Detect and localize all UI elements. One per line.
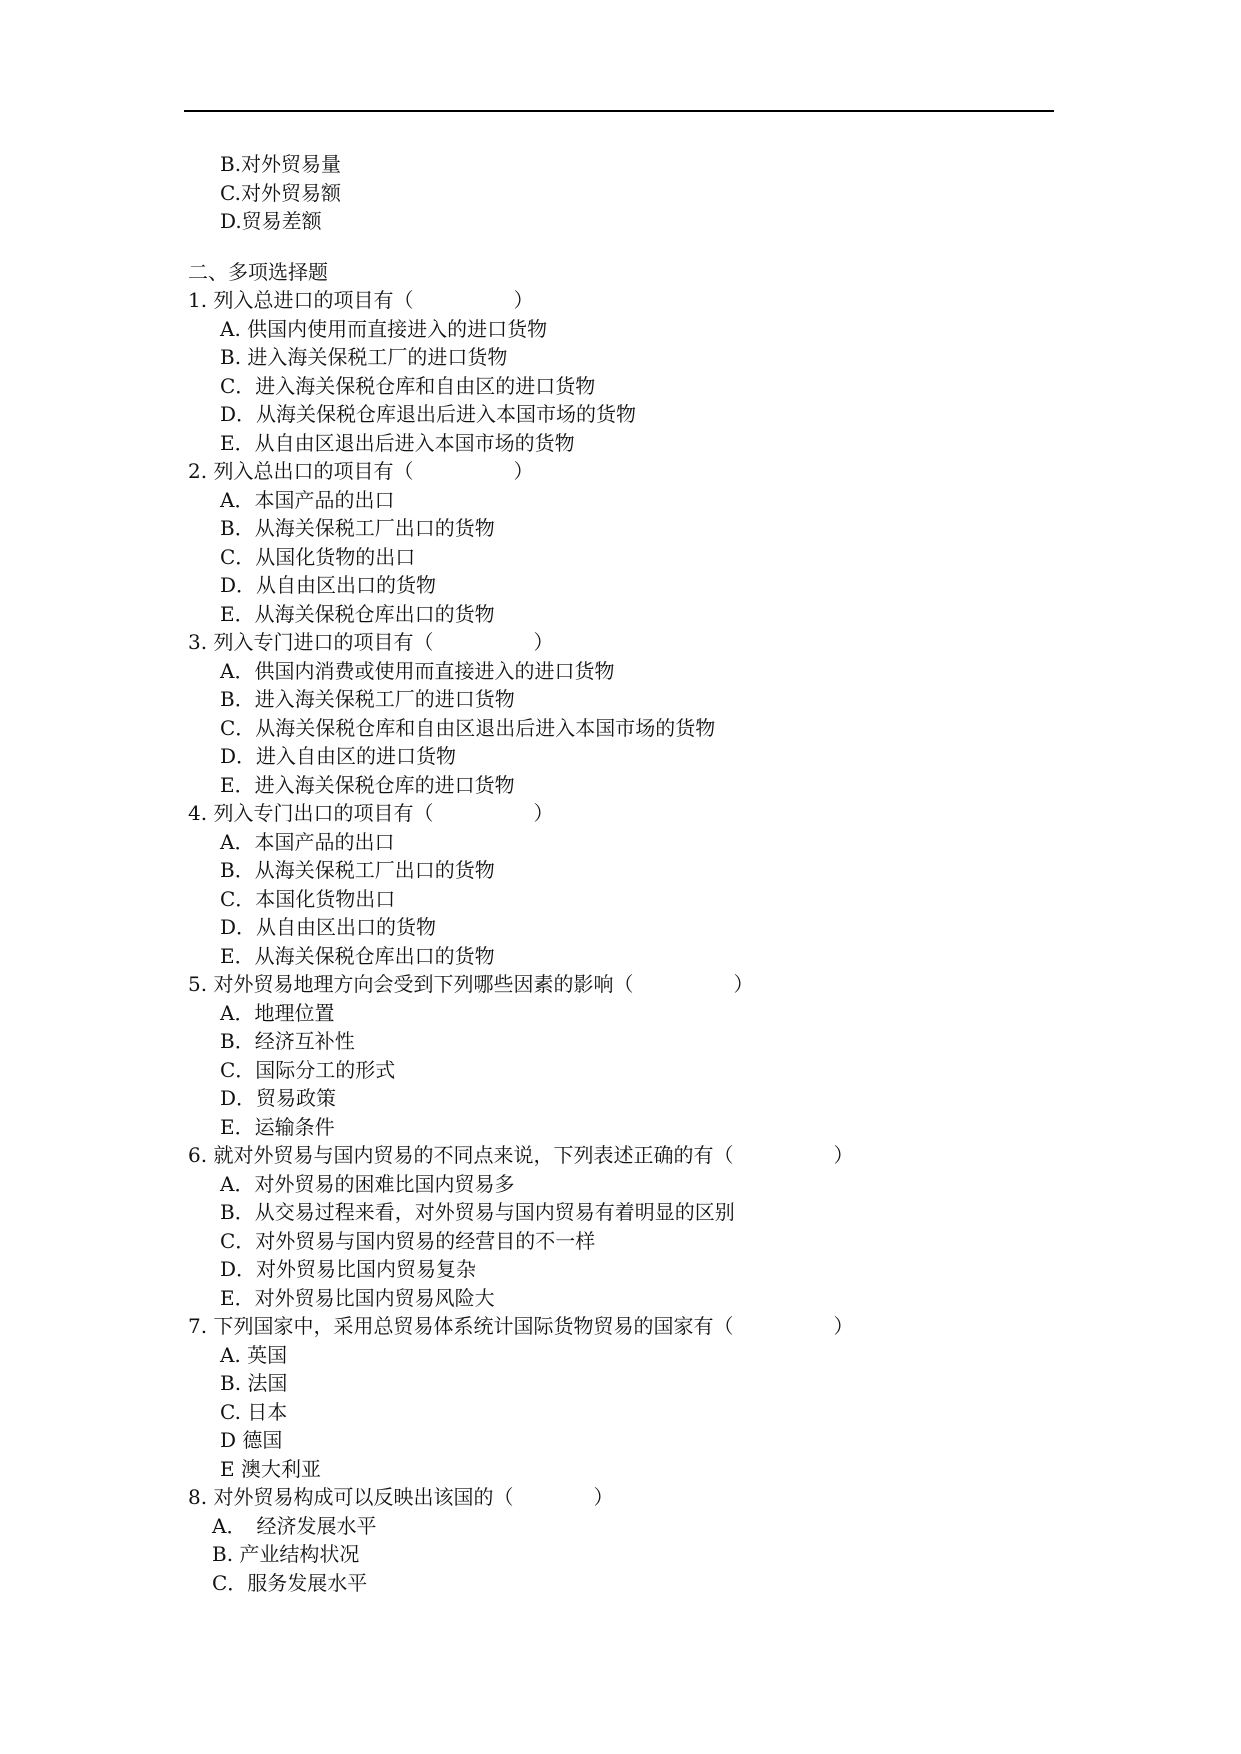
question-1-stem: 1. 列入总进口的项目有（ ） [188,288,534,312]
document-body [188,150,1048,1597]
question-8-stem: 8. 对外贸易构成可以反映出该国的（ ） [188,1485,614,1509]
question-5-option-e: E．运输条件 [220,1114,335,1139]
question-6-option-e: E．对外贸易比国内贸易风险大 [220,1285,495,1310]
section-gap [188,236,1048,258]
question-7-stem: 7. 下列国家中，采用总贸易体系统计国际货物贸易的国家有（ ） [188,1314,854,1338]
question-8-option-b: B. 产业结构状况 [212,1542,360,1566]
question-7-option-c: C. 日本 [220,1399,288,1424]
question-1-option-d: D．从海关保税仓库退出后进入本国市场的货物 [220,402,637,426]
question-7-option-d: D 德国 [220,1428,283,1452]
question-7-option-b: B. 法国 [220,1371,288,1395]
question-2-option-b: B．从海关保税工厂出口的货物 [220,516,495,540]
question-6-option-d: D．对外贸易比国内贸易复杂 [220,1257,477,1281]
question-4-stem: 4. 列入专门出口的项目有（ ） [188,801,554,825]
question-3-option-e: E．进入海关保税仓库的进口货物 [220,772,515,797]
question-4-option-b: B．从海关保税工厂出口的货物 [220,858,495,882]
question-5-option-b: B．经济互补性 [220,1029,355,1053]
question-2-stem: 2. 列入总出口的项目有（ ） [188,459,534,483]
prev-option-d: D.贸易差额 [220,209,322,233]
question-7-option-a: A. 英国 [220,1342,288,1367]
question-2-option-e: E．从海关保税仓库出口的货物 [220,601,495,626]
section-title: 二、多项选择题 [188,259,328,284]
question-5-stem: 5. 对外贸易地理方向会受到下列哪些因素的影响（ ） [188,972,754,996]
header-rule [184,110,1054,112]
question-1-option-a: A. 供国内使用而直接进入的进口货物 [220,316,548,341]
question-7-option-e: E 澳大利亚 [220,1456,321,1481]
question-5-option-c: C．国际分工的形式 [220,1057,396,1082]
question-6-option-c: C．对外贸易与国内贸易的经营目的不一样 [220,1228,596,1253]
question-3-stem: 3. 列入专门进口的项目有（ ） [188,630,554,654]
question-3-option-d: D．进入自由区的进口货物 [220,744,457,768]
question-6-stem: 6. 就对外贸易与国内贸易的不同点来说，下列表述正确的有（ ） [188,1143,854,1167]
question-2-option-c: C．从国化货物的出口 [220,544,416,569]
question-6-option-b: B．从交易过程来看，对外贸易与国内贸易有着明显的区别 [220,1200,735,1224]
prev-option-b: B.对外贸易量 [220,152,342,176]
question-6-option-a: A．对外贸易的困难比国内贸易多 [220,1171,515,1196]
question-3-option-a: A．供国内消费或使用而直接进入的进口货物 [220,658,615,683]
question-5-option-a: A．地理位置 [220,1000,335,1025]
question-4-option-e: E．从海关保税仓库出口的货物 [220,943,495,968]
question-5-option-d: D．贸易政策 [220,1086,337,1110]
question-1-option-e: E．从自由区退出后进入本国市场的货物 [220,430,575,455]
prev-option-c: C.对外贸易额 [220,180,341,205]
question-4-option-c: C．本国化货物出口 [220,886,396,911]
question-3-option-c: C．从海关保税仓库和自由区退出后进入本国市场的货物 [220,715,716,740]
question-4-option-d: D．从自由区出口的货物 [220,915,437,939]
question-2-option-d: D．从自由区出口的货物 [220,573,437,597]
question-4-option-a: A．本国产品的出口 [220,829,395,854]
question-1-option-b: B. 进入海关保税工厂的进口货物 [220,345,508,369]
question-8-option-a: A． 经济发展水平 [212,1513,377,1538]
question-3-option-b: B．进入海关保税工厂的进口货物 [220,687,515,711]
question-2-option-a: A．本国产品的出口 [220,487,395,512]
question-1-option-c: C．进入海关保税仓库和自由区的进口货物 [220,373,596,398]
question-8-option-c: C．服务发展水平 [212,1570,368,1595]
